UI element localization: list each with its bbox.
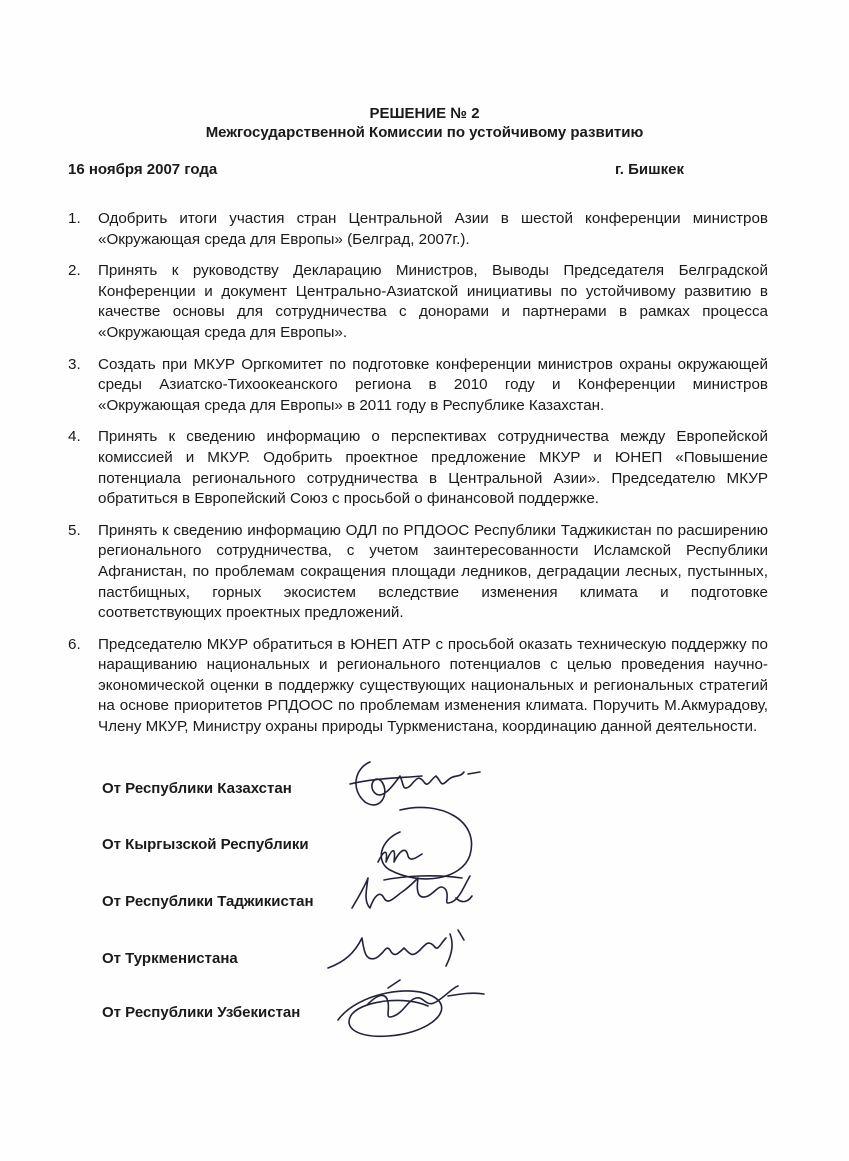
- item-text: Принять к сведению информацию ОДЛ по РПДООС Республики Таджикистан по расширению регионального сотрудничества, с учетом заинтересованности Исламской Республики Афганистан, по проблемам сокращения площади ледников, деградации лесных, пустынных, пастбищных, горных экосистем вследствие изменения климата и подготовке соответствующих проектных предложений.: [98, 521, 768, 622]
- document-title: РЕШЕНИЕ № 2: [369, 105, 480, 122]
- item-number: 4.: [68, 428, 81, 446]
- decision-item-3: [68, 355, 768, 417]
- item-number: 6.: [68, 635, 81, 653]
- decision-item-4: [68, 427, 768, 509]
- signature-block: [102, 764, 702, 1064]
- date-place-line: [68, 161, 684, 178]
- decision-items: [68, 209, 768, 749]
- signature-label-turkmenistan: От Туркменистана: [102, 950, 238, 967]
- item-number: 5.: [68, 521, 81, 539]
- signature-label-kyrgyzstan: От Кыргызской Республики: [102, 836, 309, 853]
- item-text: Создать при МКУР Оргкомитет по подготовке конференции министров охраны окружающей среды Азиатско-Тихоокеанского региона в 2010 году и Конференции министров «Окружающая среда для Европы» в 2011 году в Республике Казахстан.: [98, 355, 768, 414]
- signature-label-tajikistan: От Республики Таджикистан: [102, 893, 314, 910]
- decision-item-1: [68, 209, 768, 250]
- item-number: 2.: [68, 262, 81, 280]
- document-date: 16 ноября 2007 года: [68, 161, 218, 178]
- signature-uzbekistan: [328, 974, 498, 1059]
- item-number: 1.: [68, 210, 81, 227]
- document-subtitle: Межгосударственной Комиссии по устойчивому развитию: [205, 124, 644, 141]
- item-text: Принять к руководству Декларацию Министров, Выводы Председателя Белградской Конференции и документ Центрально-Азиатской инициативы по устойчивому развитию в качестве основы для сотрудничества с донорами и партнерами в рамках процесса «Окружающая среда для Европы».: [98, 262, 768, 341]
- decision-item-2: [68, 261, 768, 343]
- item-text: Председателю МКУР обратиться в ЮНЕП АТР с просьбой оказать техническую поддержку по наращиванию национальных и регионального потенциалов с целью проведения научно-экономической оценки в поддержку существующих национальных и региональных стратегий на основе приоритетов РПДООС по проблемам изменения климата. Поручить М.Акмурадову, Члену МКУР, Министру охраны природы Туркменистана, координацию данной деятельности.: [98, 635, 768, 736]
- decision-item-6: [68, 635, 768, 738]
- item-text: Принять к сведению информацию о перспективах сотрудничества между Европейской комиссией и МКУР. Одобрить проектное предложение МКУР и ЮНЕП «Повышение потенциала регионального сотрудничества в Центральной Азии». Председателю МКУР обратиться в Европейский Союз с просьбой о финансовой поддержке.: [98, 428, 768, 508]
- signature-label-uzbekistan: От Республики Узбекистан: [102, 1004, 301, 1021]
- decision-item-5: [68, 521, 768, 624]
- item-number: 3.: [68, 355, 81, 373]
- signature-label-kazakhstan: От Республики Казахстан: [102, 780, 292, 797]
- document-header: [0, 104, 849, 142]
- item-text: Одобрить итоги участия стран Центральной Азии в шестой конференции министров «Окружающая среда для Европы» (Белград, 2007г.).: [98, 210, 768, 248]
- document-place: г. Бишкек: [615, 161, 684, 178]
